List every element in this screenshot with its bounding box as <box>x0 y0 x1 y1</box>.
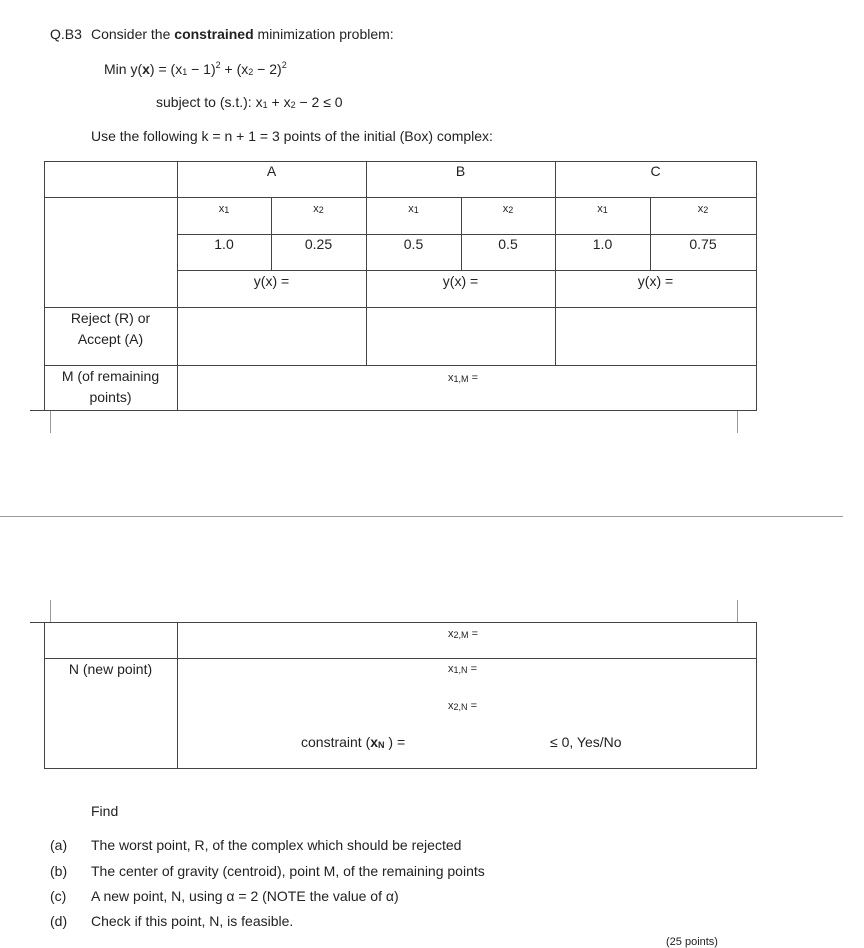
c-x1-header: x1 <box>597 203 608 215</box>
b-x2-value: 0.5 <box>498 236 518 252</box>
task-c-text: A new point, N, using α = 2 (NOTE the value of α) <box>91 888 399 904</box>
a-x1-value: 1.0 <box>214 236 234 252</box>
reject-accept-label-2: Accept (A) <box>77 331 144 347</box>
obj-sub1: 1 <box>182 67 188 77</box>
x2m-label: x2,M = <box>448 628 479 640</box>
intro-bold: constrained <box>174 26 254 42</box>
constraint-xn-label: constraint (xN ) = <box>301 734 406 750</box>
con-sub1: 1 <box>262 100 268 110</box>
obj-t3: − 2) <box>253 61 282 77</box>
a-x2-value: 0.25 <box>304 236 333 252</box>
c-x2-value: 0.75 <box>689 236 717 252</box>
task-b-text: The center of gravity (centroid), point M, of the remaining points <box>91 863 485 879</box>
obj-prefix: Min y( <box>104 61 143 77</box>
task-c-label: (c) <box>50 888 67 904</box>
page-divider <box>0 516 843 517</box>
constraint-label: subject to (s.t.): <box>156 94 252 110</box>
obj-suffix: ) = (x <box>149 61 183 77</box>
task-a-label: (a) <box>50 837 68 853</box>
obj-exp2: 2 <box>281 60 287 70</box>
x1m-label: x1,M = <box>448 372 479 384</box>
reject-accept-label-1: Reject (R) or <box>70 310 151 326</box>
obj-t2: + (x <box>220 61 249 77</box>
intro-pre: Consider the <box>91 26 171 42</box>
con-sub2: 2 <box>290 100 296 110</box>
constraint-line <box>156 94 343 110</box>
b-x2-header: x2 <box>502 203 514 215</box>
question-label: Q.B3 <box>50 26 82 42</box>
b-x1-value: 0.5 <box>403 236 424 252</box>
x2n-label: x2,N = <box>448 700 478 712</box>
c-x1-value: 1.0 <box>592 236 613 252</box>
obj-sub2: 2 <box>248 67 254 77</box>
objective-function <box>104 60 287 77</box>
m-label-2: points) <box>89 389 132 405</box>
points-label: (25 points) <box>666 936 718 948</box>
point-c-header: C <box>650 163 661 179</box>
con-t1: x <box>255 94 263 110</box>
new-point-label: N (new point) <box>68 661 153 677</box>
question-intro <box>91 26 394 42</box>
a-x1-header: x1 <box>218 203 230 215</box>
task-a-text: The worst point, R, of the complex which should be rejected <box>91 837 462 853</box>
find-label: Find <box>91 803 119 819</box>
point-b-header: B <box>455 163 466 179</box>
c-y-label: y(x) = <box>637 273 674 289</box>
task-d-text: Check if this point, N, is feasible. <box>91 913 294 929</box>
c-x2-header: x2 <box>697 203 709 215</box>
con-t2: + x <box>267 94 291 110</box>
b-x1-header: x1 <box>408 203 419 215</box>
task-b-label: (b) <box>50 863 68 879</box>
feasibility-label: ≤ 0, Yes/No <box>550 734 622 750</box>
intro-post: minimization problem: <box>257 26 394 42</box>
obj-var: x <box>142 61 150 77</box>
con-t3: − 2 ≤ 0 <box>295 94 343 110</box>
b-y-label: y(x) = <box>442 273 479 289</box>
x1n-label: x1,N = <box>448 663 478 675</box>
a-x2-header: x2 <box>313 203 324 215</box>
a-y-label: y(x) = <box>253 273 290 289</box>
m-label-1: M (of remaining <box>61 368 160 384</box>
point-a-header: A <box>266 163 277 179</box>
instruction-text: Use the following k = n + 1 = 3 points of the initial (Box) complex: <box>91 128 493 144</box>
obj-exp1: 2 <box>215 60 221 70</box>
task-d-label: (d) <box>50 913 68 929</box>
obj-t1: − 1) <box>187 61 216 77</box>
